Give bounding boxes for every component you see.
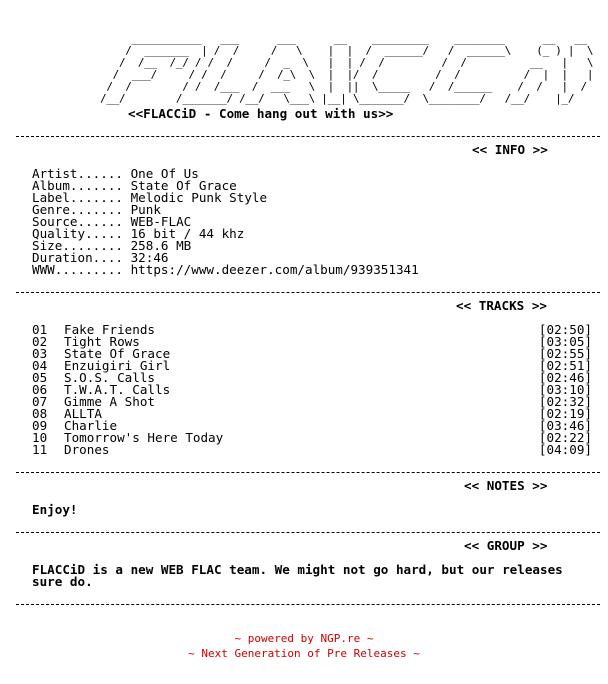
info-key: Label....... xyxy=(32,190,123,205)
track-duration: [03:05] xyxy=(538,334,592,349)
track-title: Enzuigiri Girl xyxy=(64,358,171,373)
info-key: Album....... xyxy=(32,178,123,193)
info-value: WEB-FLAC xyxy=(130,214,192,229)
info-key: Artist...... xyxy=(32,166,123,181)
info-key: Size........ xyxy=(32,238,123,253)
track-title: Drones xyxy=(64,442,110,457)
flaccid-ascii-logo: ___________ ___ ___ __ _________ ________ __ __ / _______ | / / / \ | | / ______/ / ______\ (_ ) | \ / /__ /_/ / / / / _ \ | | / / / / __ | \ / ___/ / / / / /_\ \ | |/ / / / / | | | / / / / /___ / ___ \ | || \_____ / /______ / / | / /__/ /_______/ /__/ \___\ |__| \_______/ \________/ /__/ |_/ xyxy=(100,32,594,105)
info-value: https://www.deezer.com/album/939351341 xyxy=(130,262,419,277)
info-row xyxy=(32,264,419,276)
info-value: State Of Grace xyxy=(130,178,237,193)
track-title: Gimme A Shot xyxy=(64,394,155,409)
track-duration: [02:46] xyxy=(538,370,592,385)
divider xyxy=(16,532,600,533)
divider xyxy=(16,604,600,605)
track-duration: [02:32] xyxy=(538,394,592,409)
divider xyxy=(16,472,600,473)
track-duration: [02:50] xyxy=(538,322,592,337)
group-text-line-1: FLACCiD is a new WEB FLAC team. We might not go hard, but our releases xyxy=(32,562,563,577)
ngp-link[interactable]: NGP.re xyxy=(320,632,361,645)
info-key: Quality..... xyxy=(32,226,123,241)
info-value: 16 bit / 44 khz xyxy=(130,226,245,241)
track-num: 03 xyxy=(32,346,48,361)
section-header-notes: << NOTES >> xyxy=(464,478,548,493)
track-title: Tomorrow's Here Today xyxy=(64,430,224,445)
info-value: 32:46 xyxy=(130,250,169,265)
track-num: 04 xyxy=(32,358,48,373)
divider xyxy=(16,292,600,293)
section-header-group: << GROUP >> xyxy=(464,538,548,553)
section-header-tracks: << TRACKS >> xyxy=(456,298,547,313)
footer-suffix: ~ xyxy=(360,632,374,645)
info-key: Source...... xyxy=(32,214,123,229)
track-duration: [02:19] xyxy=(538,406,592,421)
track-num: 01 xyxy=(32,322,48,337)
track-num: 08 xyxy=(32,406,48,421)
group-text-line-2: sure do. xyxy=(32,574,93,589)
track-title: Tight Rows xyxy=(64,334,140,349)
track-num: 09 xyxy=(32,418,48,433)
track-row xyxy=(32,396,592,408)
track-num: 10 xyxy=(32,430,48,445)
track-duration: [02:51] xyxy=(538,358,592,373)
footer-prefix: ~ powered by xyxy=(234,632,321,645)
track-duration: [03:10] xyxy=(538,382,592,397)
notes-text: Enjoy! xyxy=(32,502,78,517)
info-key: WWW......... xyxy=(32,262,123,277)
track-title: State Of Grace xyxy=(64,346,171,361)
tagline: <<FLACCiD - Come hang out with us>> xyxy=(128,106,394,121)
track-duration: [02:55] xyxy=(538,346,592,361)
track-title: ALLTA xyxy=(64,406,102,421)
track-num: 11 xyxy=(32,442,48,457)
track-title: Fake Friends xyxy=(64,322,155,337)
track-list xyxy=(32,324,592,456)
footer-tagline: ~ Next Generation of Pre Releases ~ xyxy=(188,647,420,660)
track-title: T.W.A.T. Calls xyxy=(64,382,171,397)
info-value: 258.6 MB xyxy=(130,238,192,253)
track-row xyxy=(32,432,592,444)
info-key: Genre....... xyxy=(32,202,123,217)
track-num: 02 xyxy=(32,334,48,349)
track-duration: [04:09] xyxy=(538,442,592,457)
track-num: 05 xyxy=(32,370,48,385)
track-num: 06 xyxy=(32,382,48,397)
track-row xyxy=(32,444,592,456)
info-key: Duration.... xyxy=(32,250,123,265)
info-value: One Of Us xyxy=(130,166,199,181)
track-num: 07 xyxy=(32,394,48,409)
track-duration: [02:22] xyxy=(538,430,592,445)
track-title: S.O.S. Calls xyxy=(64,370,155,385)
track-duration: [03:46] xyxy=(538,418,592,433)
footer-powered-by xyxy=(0,632,608,645)
divider xyxy=(16,136,600,137)
track-title: Charlie xyxy=(64,418,118,433)
info-value: Punk xyxy=(130,202,161,217)
section-header-info: << INFO >> xyxy=(472,142,548,157)
info-value: Melodic Punk Style xyxy=(130,190,268,205)
